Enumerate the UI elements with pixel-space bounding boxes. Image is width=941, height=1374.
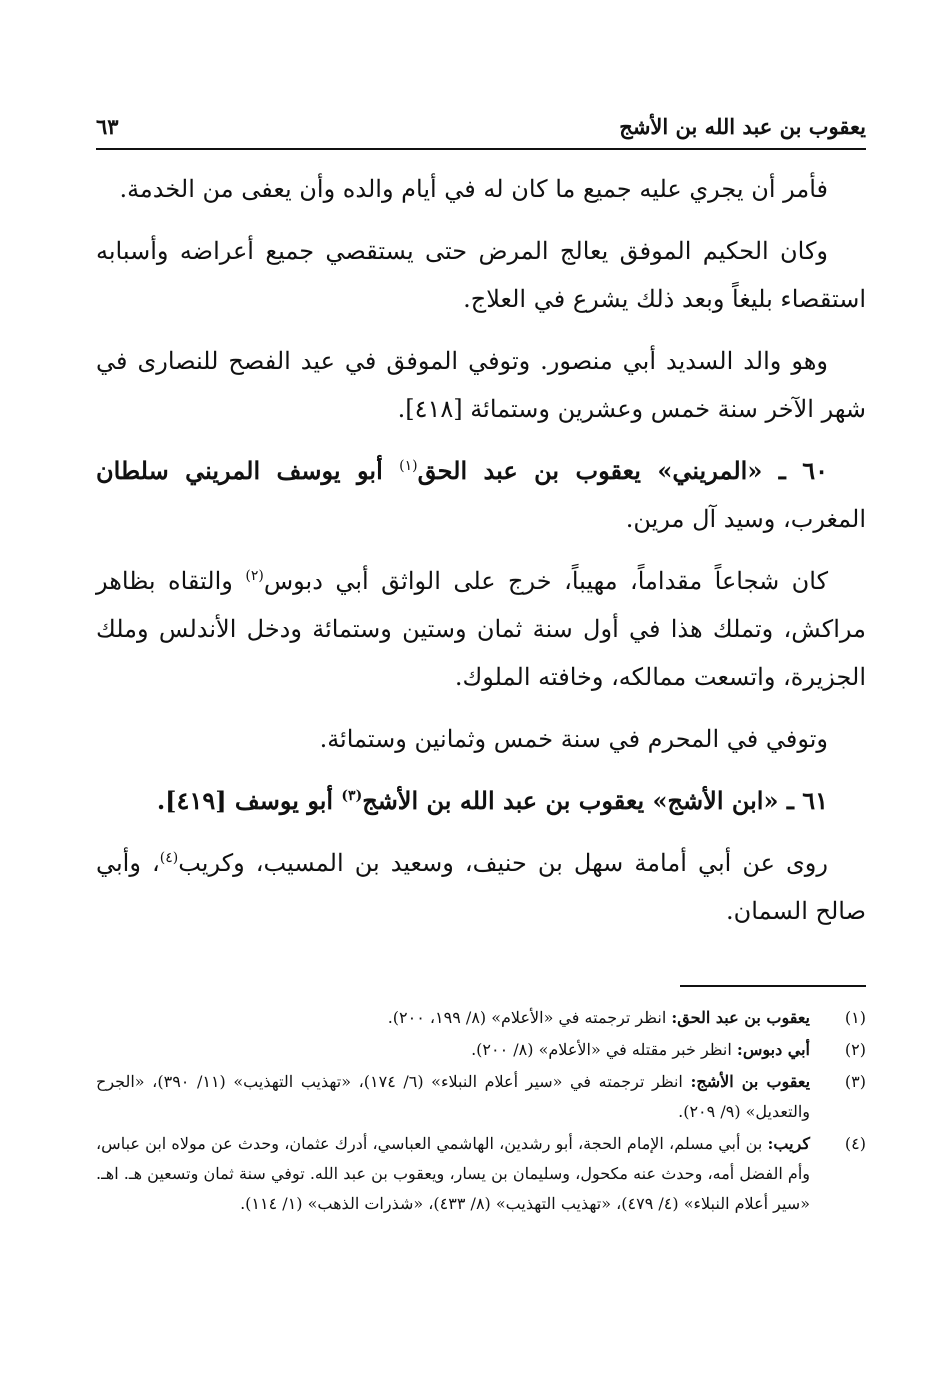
paragraph-1: فأمر أن يجري عليه جميع ما كان له في أيام والده وأن يعفى من الخدمة. [119, 175, 828, 203]
footnote-head: أبي دبوس: [736, 1040, 810, 1059]
footnote-ref-1: (١) [399, 458, 418, 474]
footnote-head: يعقوب بن عبد الحق: [671, 1008, 810, 1027]
footnote-number: (٢) [844, 1040, 866, 1059]
footnote-body: انظر خبر مقتله في «الأعلام» (٨/ ٢٠٠). [471, 1040, 737, 1059]
footnote-text [96, 1003, 810, 1033]
footnote-number: (١) [844, 1008, 866, 1027]
paragraph-5-a: كان شجاعاً مقداماً، مهيباً، خرج على الواثق أبي دبوس [263, 567, 828, 595]
footnote-text [96, 1129, 810, 1219]
paragraph-6: وتوفي في المحرم في سنة خمس وثمانين وستمائة. [319, 725, 828, 753]
entry-60 [96, 447, 866, 543]
footnote-number: (٤) [844, 1134, 866, 1153]
paragraph-3: وهو والد السديد أبي منصور. وتوفي الموفق في عيد الفصح للنصارى في شهر الآخر سنة خمس وعشرين وستمائة [٤١٨]. [96, 347, 866, 423]
running-title: يعقوب بن عبد الله بن الأشج [619, 113, 866, 139]
entry-61-heading: ٦١ ـ «ابن الأشج» يعقوب بن عبد الله بن الأشج [362, 786, 828, 815]
footnote-text [96, 1067, 810, 1127]
paragraph-5 [96, 557, 866, 701]
footnotes [96, 1003, 866, 1221]
footnote-1 [96, 1003, 866, 1033]
footnote-4 [96, 1129, 866, 1219]
paragraph-8 [96, 839, 866, 935]
footnote-ref-4: (٤) [159, 850, 179, 866]
entry-60-rest: المغرب، وسيد آل مرين. [625, 505, 866, 533]
footnote-text [96, 1035, 810, 1065]
entry-61-rest: أبو يوسف [٤١٩]. [156, 786, 342, 815]
footnote-3 [96, 1067, 866, 1127]
footnote-body: بن أبي مسلم، الإمام الحجة، أبو رشدين، الهاشمي العباسي، أدرك عثمان، وحدث عن مولاه ابن عباس، وأم الفضل أمه، وحدث عنه مكحول، وسليمان بن يسار، ويعقوب بن عبد الله. توفي سنة ثمان وتسعين هـ. اهـ. «سير أعلام النبلاء» (٤/ ٤٧٩)، «تهذيب التهذيب» (٨/ ٤٣٣)، «شذرات الذهب» (١/ ١١٤). [96, 1134, 811, 1213]
page-number: ٦٣ [96, 113, 119, 139]
footnote-2 [96, 1035, 866, 1065]
main-text [96, 165, 866, 949]
paragraph-8-a: روى عن أبي أمامة سهل بن حنيف، وسعيد بن المسيب، وكريب [178, 849, 828, 877]
paragraph-8-b: ، وأبي صالح السمان. [96, 849, 866, 925]
footnote-head: كريب: [767, 1134, 810, 1153]
entry-60-heading: ٦٠ ـ «المريني» يعقوب بن عبد الحق [417, 456, 828, 485]
footnote-divider [680, 985, 866, 987]
paragraph-5-b: والتقاه بظاهر مراكش، وتملك هذا في أول سنة ثمان وستين وستمائة ودخل الأندلس وملك الجزيرة، واتسعت ممالكه، وخافته الملوك. [96, 567, 866, 691]
running-header [96, 104, 866, 150]
footnote-ref-3: (٣) [341, 788, 363, 804]
footnote-number: (٣) [844, 1072, 866, 1091]
entry-60-title: أبو يوسف المريني سلطان [96, 456, 400, 485]
entry-61 [96, 777, 866, 825]
footnote-body: انظر ترجمته في «الأعلام» (٨/ ١٩٩، ٢٠٠). [387, 1008, 672, 1027]
footnote-head: يعقوب بن الأشج: [690, 1072, 811, 1091]
paragraph-2: وكان الحكيم الموفق يعالج المرض حتى يستقصي جميع أعراضه وأسبابه استقصاء بليغاً وبعد ذلك يشرع في العلاج. [96, 237, 866, 313]
footnote-ref-2: (٢) [245, 568, 264, 584]
footnote-body: انظر ترجمته في «سير أعلام النبلاء» (٦/ ١٧٤)، «تهذيب التهذيب» (١١/ ٣٩٠)، «الجرح والتعديل» (٩/ ٢٠٩). [96, 1072, 810, 1121]
